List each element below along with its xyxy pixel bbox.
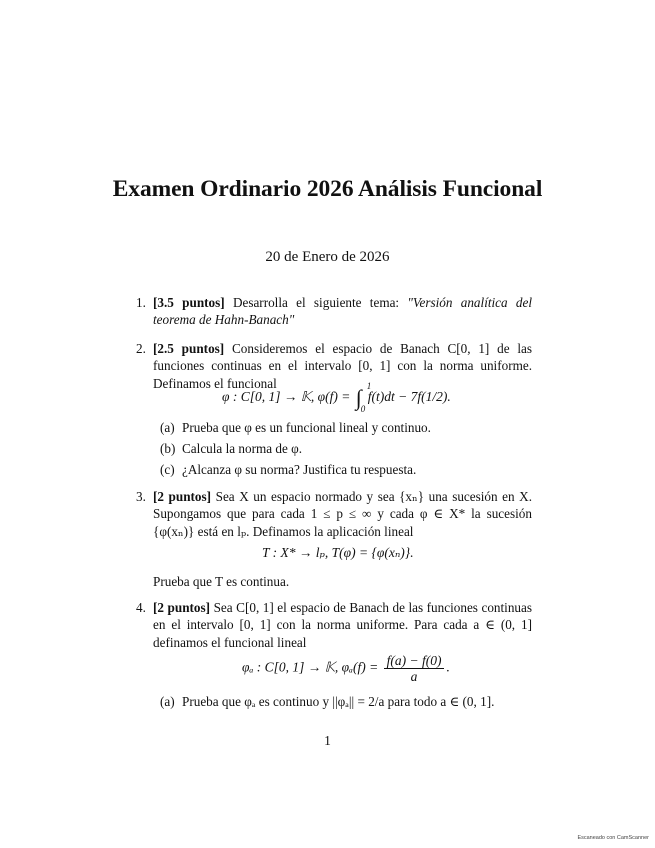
formula-end: .: [446, 659, 450, 675]
item-text: Prueba que φₐ es continuo y ||φₐ|| = 2/a para todo a ∈ (0, 1].: [182, 694, 495, 709]
question-4-item-a: [160, 694, 494, 710]
formula-lhs: φ : C[0, 1] → 𝕂, φ(f) =: [222, 389, 354, 405]
formula-integrand: f(t)dt − 7f(1/2).: [367, 389, 451, 405]
integral-sign: ∫ 1 0: [355, 381, 372, 414]
question-2-item-a: [160, 420, 431, 436]
question-2-item-c: [160, 462, 416, 478]
question-number: 3.: [136, 489, 146, 504]
formula-operator-t: T : X* → lₚ, T(φ) = {φ(xₙ)}.: [262, 545, 414, 560]
question-points: [3.5 puntos]: [153, 295, 225, 310]
question-topic: "Versión analítica del teorema de Hahn-Banach": [153, 295, 533, 328]
question-text: Sea C[0, 1] el espacio de Banach de las funciones continuas en el intervalo [0, 1] con la norma uniforme. Para cada a ∈ (0, 1] definamos el funcional lineal: [153, 600, 533, 650]
item-label: (b): [160, 441, 176, 456]
item-label: (a): [160, 420, 175, 435]
scanner-watermark: Escaneado con CamScanner: [577, 835, 649, 841]
formula-functional: [222, 381, 451, 414]
fraction-denominator: a: [410, 669, 418, 684]
fraction: [384, 653, 445, 684]
item-text: ¿Alcanza φ su norma? Justifica tu respuesta.: [182, 462, 417, 477]
question-number: 4.: [136, 600, 146, 615]
question-points: [2 puntos]: [153, 489, 212, 504]
question-2-item-b: [160, 441, 302, 457]
question-text: Desarrolla el siguiente tema:: [224, 295, 408, 310]
fraction-numerator: f(a) − f(0): [384, 653, 445, 669]
question-points: [2.5 puntos]: [153, 341, 225, 356]
integral-lower-limit: 0: [360, 404, 366, 414]
closing-text: Prueba que T es continua.: [153, 574, 290, 589]
page-number: 1: [324, 733, 331, 748]
item-text: Prueba que φ es un funcional lineal y continuo.: [182, 420, 431, 435]
question-number: 1.: [136, 295, 146, 310]
exam-date: 20 de Enero de 2026: [265, 249, 390, 265]
item-text: Calcula la norma de φ.: [182, 441, 303, 456]
exam-title: Examen Ordinario 2026 Análisis Funcional: [112, 176, 543, 202]
integral-upper-limit: 1: [366, 381, 372, 391]
question-4: [136, 599, 532, 651]
question-text: Sea X un espacio normado y sea {xₙ} una sucesión en X. Supongamos que para cada 1 ≤ p ≤ ∞ y cada φ ∈ X* la sucesión {φ(xₙ)} está en lₚ. Definamos la aplicación lineal: [153, 489, 532, 539]
item-label: (a): [160, 694, 175, 709]
question-points: [2 puntos]: [153, 600, 211, 615]
question-1: [136, 294, 532, 329]
question-number: 2.: [136, 341, 146, 356]
formula-lhs: φₐ : C[0, 1] → 𝕂, φₐ(f) =: [242, 659, 382, 675]
item-label: (c): [160, 462, 175, 477]
question-3-closing: [136, 573, 532, 590]
question-text: Consideremos el espacio de Banach C[0, 1] de las funciones continuas en el intervalo [0, 1] con la norma uniforme. Definamos el funcional: [153, 341, 532, 391]
question-3: [136, 488, 532, 540]
formula-phi-a: [242, 653, 450, 684]
